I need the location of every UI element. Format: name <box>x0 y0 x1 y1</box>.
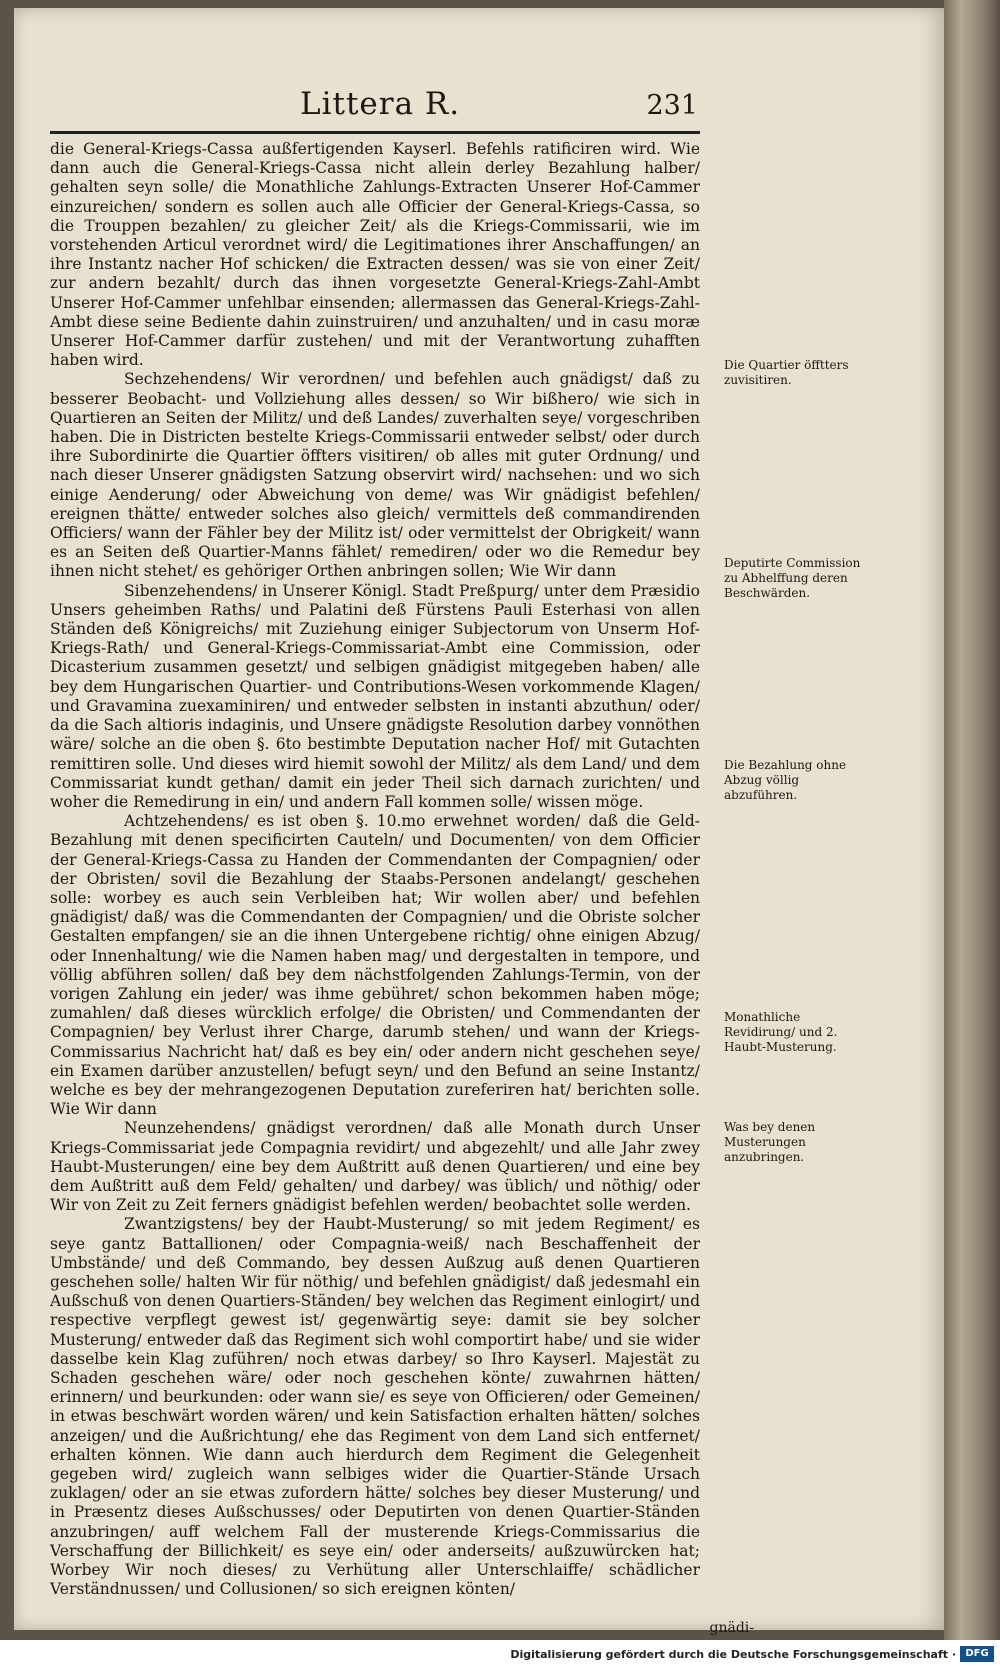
paragraph-6: Zwantzigstens/ bey der Haubt-Musterung/ so mit jedem Regiment/ es seye gantz Battallionen/ oder Compagnia-weiß/ nach Beschaffenheit der Umbstände/ und deß Commando, bey dessen Außzug auß denen Quartieren geschehen solle/ halten Wir für nöthig/ und befehlen gnädigist/ daß jedesmahl ein Außschuß von denen Quartiers-Ständen/ bey welchen das Regiment einlogirt/ und respective verpflegt gewest ist/ gegenwärtig seye: damit sie bey solcher Musterung/ entweder daß das Regiment sich wohl comportirt habe/ und sie wider dasselbe kein Klag zuführen/ noch etwas darbey/ so Ihro Kayserl. Majestät zu Schaden geschehen wäre/ oder noch geschehen könte/ zuwahrnen hätten/ erinnern/ und beurkunden: oder wann sie/ es seye von Officieren/ oder Gemeinen/ in etwas beschwärt worden wären/ und kein Satisfaction erhalten hätten/ solches anzeigen/ und die Außrichtung/ ehe das Regiment von dem Land sich entfernet/ erhalten können. Wie dann auch hierdurch dem Regiment die Gelegenheit gegeben wird/ zugleich wann selbiges wider die Quartier-Stände Ursach zuklagen/ oder an sie etwas zufordern hätte/ solches bey dieser Musterung/ und in Præsentz dieses Außschusses/ oder Deputirten von denen Quartier-Ständen anzubringen/ auff welchem Fall der musterende Kriegs-Commissarius die Verschaffung der Billichkeit/ es seye ein/ oder anderseits/ außzuwürcken hat; Worbey Wir noch dieses/ zu Verhütung aller Unterschlaiffe/ schädlicher Verständnussen/ und Collusionen/ so sich ereignen könten/ <box>50 1215 700 1599</box>
header-rule <box>50 131 700 134</box>
catchword: gnädi- <box>709 1620 754 1636</box>
footer-bar <box>0 1640 1000 1666</box>
paragraph-1: die General-Kriegs-Cassa außfertigenden Kayserl. Befehls ratificiren wird. Wie dann auch die General-Kriegs-Cassa nicht allein derley Bezahlung halber/ gehalten seyn solle/ die Monathliche Zahlungs-Extracten Unserer Hof-Cammer einzureichen/ sondern es sollen auch alle Officier der General-Kriegs-Cassa, so die Trouppen bezahlen/ zu gleicher Zeit/ als die Kriegs-Commissarii, wie im vorstehenden Articul verordnet wird/ die Legitimationes ihrer Anschaffungen/ an ihre Instantz nacher Hof schicken/ die Extracten dessen/ was sie von einer Zeit/ zur andern bezahlt/ durch das ihnen vorgesetzte General-Kriegs-Zahl-Ambt Unserer Hof-Cammer unfehlbar einsenden; allermassen das General-Kriegs-Zahl-Ambt diese seine Bediente dahin zuinstruiren/ und anzuhalten/ und in casu moræ Unserer Hof-Cammer darfür zustehen/ und mit der Verantwortung zuhafften haben wird. <box>50 140 700 370</box>
paragraph-4: Achtzehendens/ es ist oben §. 10.mo erwehnet worden/ daß die Geld-Bezahlung mit denen specificirten Cauteln/ und Documenten/ von dem Officier der General-Kriegs-Cassa zu Handen der Commendanten der Compagnien/ oder der Obristen/ sovil die Bezahlung der Staabs-Personen andelangt/ geschehen solle: worbey es auch sein Verbleiben hat; Wir wollen aber/ und befehlen gnädigist/ daß/ was die Commendanten der Compagnien/ und die Obriste solcher Gestalten empfangen/ sie an die ihnen Untergebene richtig/ ohne einigen Abzug/ oder Innenhaltung/ wie die Namen haben mag/ und dergestalten in tempore, und völlig abführen sollen/ daß bey dem nächstfolgenden Zahlungs-Termin, von der vorigen Zahlung ein jeder/ was ihme gebühret/ schon bekommen haben möge; zumahlen/ daß dieses würcklich erfolge/ die Obristen/ und Commendanten der Compagnien/ bey Verlust ihrer Charge, darumb stehen/ und wann der Kriegs-Commissarius Nachricht hat/ daß es bey ein/ oder andern nicht geschehen seye/ ein Examen darüber anzustellen/ befugt seyn/ und den Befund an seine Instantz/ welche es bey der mehrangezogenen Deputation zureferiren hat/ berichten solle. Wie Wir dann <box>50 812 700 1119</box>
paragraph-5: Neunzehendens/ gnädigst verordnen/ daß alle Monath durch Unser Kriegs-Commissariat jede Compagnia revidirt/ und abgezehlt/ und alle Jahr zwey Haubt-Musterungen/ eine bey dem Außtritt auß denen Quartieren/ und eine bey dem Außtritt auß dem Feld/ gehalten/ und darbey/ was üblich/ und nöthig/ oder Wir von Zeit zu Zeit ferners gnädigist befehlen werden/ beobachtet solle werden. <box>50 1119 700 1215</box>
main-text-column <box>50 140 700 1599</box>
dfg-logo: DFG <box>960 1646 994 1662</box>
marginal-note-5: Was bey denen Musterungen anzubringen. <box>724 1120 816 1164</box>
running-title: Littera R. <box>300 86 461 122</box>
paragraph-2: Sechzehendens/ Wir verordnen/ und befehlen auch gnädigst/ daß zu besserer Beobacht- und Vollziehung alles dessen/ so Wir bißhero/ wie sich in Quartieren an Seiten der Militz/ und deß Landes/ zuverhalten seye/ vorgeschriben haben. Die in Districten bestelte Kriegs-Commissarii entweder selbst/ oder durch ihre Subordinirte die Quartier öffters visitiren/ ob alles mit guter Ordnung/ und nach dieser Unserer gnädigsten Satzung observirt wird/ nachsehen: und wo sich einige Aenderung/ oder Abweichung von deme/ was Wir gnädigist befehlen/ ereignen thätte/ entweder solches also gleich/ vermittels deß commandirenden Officiers/ wann der Fähler bey der Militz ist/ oder vermittelst der Obrigkeit/ wann es an Seiten deß Quartier-Manns fählet/ remediren/ oder wo die Remedur bey ihnen nicht stehet/ es gehöriger Orthen anbringen sollen; Wie Wir dann <box>50 370 700 581</box>
marginal-note-2: Deputirte Commission zu Abhelffung deren Beschwärden. <box>724 556 861 600</box>
footer-credit: Digitalisierung gefördert durch die Deutsche Forschungsgemeinschaft · <box>510 1648 956 1661</box>
page-number: 231 <box>646 90 698 121</box>
page-header <box>50 86 700 132</box>
paragraph-3: Sibenzehendens/ in Unserer Königl. Stadt Preßpurg/ unter dem Præsidio Unsers geheimben Raths/ und Palatini deß Fürstens Pauli Esterhasi von allen Ständen deß Königreichs/ mit Zuziehung einiger Subjectorum von Unserm Hof-Kriegs-Rath/ und General-Kriegs-Commissariat-Ambt eine Commission, oder Dicasterium zusammen gesetzt/ und selbigen gnädigist mitgegeben haben/ alle bey dem Hungarischen Quartier- und Contributions-Wesen vorkommende Klagen/ und Gravamina zuexaminiren/ und entweder selbsten in instanti abzuthun/ oder/ da die Sach altioris indaginis, und Unsere gnädigste Resolution darbey vonnöthen wäre/ solche an die oben §. 6to bestimbte Deputation nacher Hof/ mit Gutachten remittiren solle. Und dieses wird hiemit sowohl der Militz/ als dem Land/ und dem Commissariat kundt gethan/ damit ein jeder Theil sich darnach zurichten/ und woher die Remedirung in ein/ und andern Fall kommen solle/ wissen möge. <box>50 581 700 811</box>
page-edge <box>944 0 1000 1640</box>
marginal-note-3: Die Bezahlung ohne Abzug völlig abzuführen. <box>724 758 847 802</box>
marginal-note-1: Die Quartier öfftters zuvisitiren. <box>724 358 849 387</box>
marginal-note-4: Monathliche Revidirung/ und 2. Haubt-Musterung. <box>724 1010 838 1054</box>
